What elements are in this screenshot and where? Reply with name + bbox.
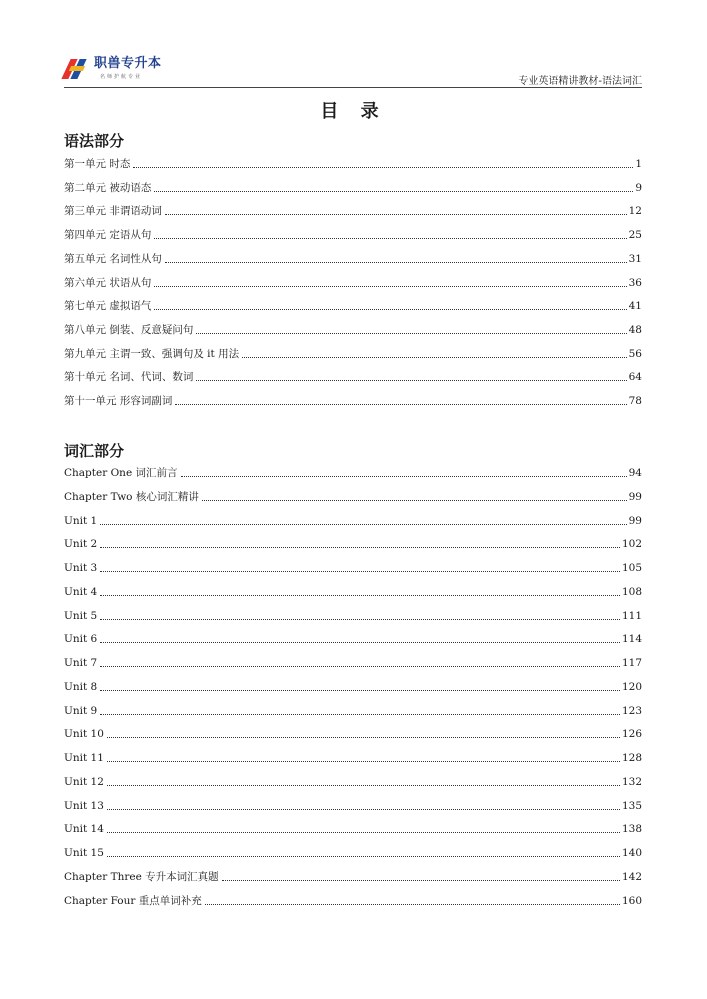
logo-slogan: 名师护航专业 xyxy=(100,74,143,80)
toc-entry-label: Unit 15 xyxy=(64,847,104,859)
toc-entry[interactable] xyxy=(64,679,642,695)
toc-entry-label: Unit 3 xyxy=(64,562,98,574)
toc-entry-page: 94 xyxy=(628,467,642,479)
dot-leader xyxy=(100,546,620,548)
dot-leader xyxy=(107,855,620,857)
toc-entry-label: 第七单元 虚拟语气 xyxy=(64,300,152,313)
toc-entry-label: Unit 10 xyxy=(64,728,104,741)
dot-leader xyxy=(154,237,626,239)
dot-leader xyxy=(100,665,620,667)
dot-leader xyxy=(154,308,626,310)
toc-entry[interactable] xyxy=(64,798,642,814)
dot-leader xyxy=(133,166,633,168)
toc-entry[interactable] xyxy=(64,465,642,481)
toc-entry-label: Unit 12 xyxy=(64,775,104,788)
toc-entry[interactable] xyxy=(64,346,642,362)
toc-entry-page: 128 xyxy=(621,752,642,764)
section-heading: 语法部分 xyxy=(64,132,125,150)
toc-entry[interactable] xyxy=(64,275,642,291)
toc-entry-label: 第十一单元 形容词副词 xyxy=(64,395,173,407)
dot-leader xyxy=(202,499,627,501)
toc-entry-label: 第八单元 倒装、反意疑问句 xyxy=(64,323,194,336)
toc-entry-label: 第六单元 状语从句 xyxy=(64,276,152,289)
toc-entry-page: 99 xyxy=(628,514,642,527)
document-title: 专业英语精讲教材-语法词汇 xyxy=(518,76,642,87)
toc-entry-page: 160 xyxy=(621,894,642,907)
toc-entry-page: 138 xyxy=(621,823,642,836)
toc-entry-page: 25 xyxy=(628,229,642,242)
dot-leader xyxy=(196,332,626,334)
dot-leader xyxy=(107,784,620,786)
toc-entry-page: 114 xyxy=(621,633,642,646)
toc-entry-page: 1 xyxy=(635,158,642,170)
toc-entry-label: Chapter One 词汇前言 xyxy=(64,467,178,479)
toc-entry[interactable] xyxy=(64,560,642,576)
toc-entry[interactable] xyxy=(64,893,642,909)
toc-entry-page: 102 xyxy=(621,538,642,551)
toc-entry-page: 105 xyxy=(621,562,642,574)
toc-entry-page: 123 xyxy=(621,704,642,717)
dot-leader xyxy=(100,689,620,691)
toc-entry-label: Chapter Two 核心词汇精讲 xyxy=(64,490,199,503)
dot-leader xyxy=(175,403,626,405)
toc-entry[interactable] xyxy=(64,203,642,219)
toc-entry-page: 41 xyxy=(628,300,642,313)
toc-entry-label: Chapter Four 重点单词补充 xyxy=(64,894,202,907)
toc-entry-label: Unit 7 xyxy=(64,657,98,669)
dot-leader xyxy=(205,903,620,905)
toc-entry[interactable] xyxy=(64,513,642,529)
toc-entry-label: Unit 1 xyxy=(64,514,98,527)
brand-logo xyxy=(64,56,162,86)
toc-entry-page: 12 xyxy=(628,205,642,218)
toc-entry[interactable] xyxy=(64,845,642,861)
toc-entry[interactable] xyxy=(64,180,642,196)
header-divider xyxy=(64,87,642,88)
toc-entry[interactable] xyxy=(64,726,642,742)
toc-entry[interactable] xyxy=(64,821,642,837)
toc-entry[interactable] xyxy=(64,608,642,624)
toc-entry-label: Unit 6 xyxy=(64,633,98,646)
logo-mark-icon xyxy=(64,57,90,81)
toc-entry-page: 108 xyxy=(621,585,642,598)
toc-entry-page: 126 xyxy=(621,728,642,741)
toc-entry-label: 第四单元 定语从句 xyxy=(64,229,152,242)
toc-entry-page: 132 xyxy=(621,775,642,788)
logo-name: 职兽专升本 xyxy=(94,56,162,71)
toc-entry-page: 140 xyxy=(621,847,642,859)
page-header xyxy=(64,56,642,88)
dot-leader xyxy=(154,190,633,192)
toc-entry-page: 48 xyxy=(628,323,642,336)
toc-entry[interactable] xyxy=(64,655,642,671)
toc-entry-label: 第一单元 时态 xyxy=(64,158,131,170)
toc-entry-label: Unit 13 xyxy=(64,799,104,812)
toc-entry-label: Unit 4 xyxy=(64,585,98,598)
dot-leader xyxy=(107,831,620,833)
dot-leader xyxy=(100,618,620,620)
dot-leader xyxy=(196,379,626,381)
toc-title: 目 录 xyxy=(320,101,387,122)
toc-entry-page: 64 xyxy=(628,371,642,384)
dot-leader xyxy=(107,736,620,738)
dot-leader xyxy=(107,760,620,762)
toc-entry-label: 第九单元 主谓一致、强调句及 it 用法 xyxy=(64,347,240,360)
toc-entry-label: Chapter Three 专升本词汇真题 xyxy=(64,870,219,883)
dot-leader xyxy=(100,641,620,643)
toc-entry-label: Unit 2 xyxy=(64,538,98,551)
dot-leader xyxy=(181,475,627,477)
toc-entry[interactable] xyxy=(64,703,642,719)
toc-entry[interactable] xyxy=(64,369,642,385)
toc-entry[interactable] xyxy=(64,322,642,338)
toc-entry-label: 第三单元 非谓语动词 xyxy=(64,205,162,218)
toc-entry[interactable] xyxy=(64,156,642,172)
toc-entry-label: Unit 11 xyxy=(64,752,104,764)
toc-entry[interactable] xyxy=(64,536,642,552)
dot-leader xyxy=(165,261,627,263)
toc-entry[interactable] xyxy=(64,774,642,790)
toc-entry[interactable] xyxy=(64,227,642,243)
dot-leader xyxy=(107,808,620,810)
toc-entry-page: 142 xyxy=(621,870,642,883)
toc-entry-page: 78 xyxy=(628,395,642,407)
toc-entry-page: 135 xyxy=(621,799,642,812)
toc-entry-label: Unit 5 xyxy=(64,609,98,622)
dot-leader xyxy=(154,285,626,287)
toc-entry-label: 第二单元 被动语态 xyxy=(64,181,152,194)
toc-entry-label: Unit 14 xyxy=(64,823,104,836)
toc-entry[interactable] xyxy=(64,631,642,647)
dot-leader xyxy=(100,713,620,715)
toc-entry[interactable] xyxy=(64,298,642,314)
dot-leader xyxy=(242,356,627,358)
toc-entry-label: Unit 9 xyxy=(64,704,98,717)
toc-entry[interactable] xyxy=(64,584,642,600)
toc-entry-page: 111 xyxy=(621,609,642,622)
toc-entry-page: 120 xyxy=(621,680,642,693)
toc-entry[interactable] xyxy=(64,750,642,766)
section-heading: 词汇部分 xyxy=(64,442,125,460)
toc-entry-page: 56 xyxy=(628,347,642,360)
toc-entry[interactable] xyxy=(64,393,642,409)
toc-entry[interactable] xyxy=(64,489,642,505)
dot-leader xyxy=(165,213,627,215)
toc-entry-page: 36 xyxy=(628,276,642,289)
dot-leader xyxy=(100,523,626,525)
toc-entry-page: 99 xyxy=(628,490,642,503)
toc-entry[interactable] xyxy=(64,869,642,885)
toc-entry-page: 31 xyxy=(628,252,642,265)
toc-entry-page: 117 xyxy=(621,657,642,669)
dot-leader xyxy=(100,570,620,572)
toc-entry-label: Unit 8 xyxy=(64,680,98,693)
toc-entry[interactable] xyxy=(64,251,642,267)
toc-entry-label: 第十单元 名词、代词、数词 xyxy=(64,371,194,384)
dot-leader xyxy=(100,594,620,596)
dot-leader xyxy=(222,879,620,881)
toc-entry-page: 9 xyxy=(635,181,642,194)
toc-entry-label: 第五单元 名词性从句 xyxy=(64,252,162,265)
